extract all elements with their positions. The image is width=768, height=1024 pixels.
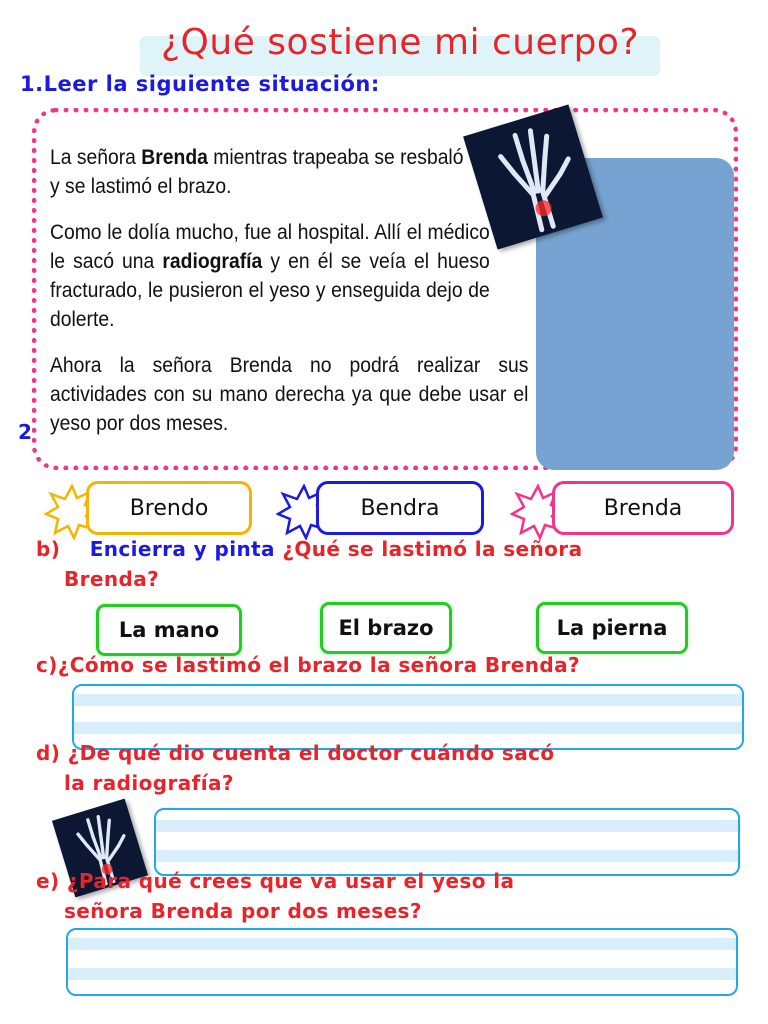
option-brendo[interactable]: Brendo: [86, 481, 252, 535]
step-2-number: 2: [18, 420, 32, 444]
story-paragraph-1: La señora Brenda mientras trapeaba se resbaló y se lastimó el brazo.: [50, 146, 464, 198]
question-b: b) Encierra y pinta ¿Qué se lastimó la señora Brenda?: [36, 537, 583, 591]
option-brenda[interactable]: Brenda: [552, 481, 734, 535]
answer-la-pierna[interactable]: La pierna: [536, 602, 688, 654]
story-paragraph-3: Ahora la señora Brenda no podrá realizar sus actividades con su mano derecha ya que debe usar el yeso por dos meses.: [50, 354, 529, 435]
option-bendra[interactable]: Bendra: [316, 481, 484, 535]
question-d: d) ¿De qué dio cuenta el doctor cuándo sacó la radiografía?: [36, 741, 555, 795]
answer-lines-e[interactable]: [66, 928, 738, 996]
step-1-instruction: 1.Leer la siguiente situación:: [20, 72, 380, 96]
story-text: [50, 143, 529, 455]
story-paragraph-2: Como le dolía mucho, fue al hospital. Allí el médico le sacó una radiografía y en él se veía el hueso fracturado, le pusieron el yeso y enseguida dejo de dolerte.: [50, 221, 490, 331]
answer-el-brazo[interactable]: El brazo: [320, 602, 452, 654]
answer-la-mano[interactable]: La mano: [96, 604, 242, 656]
question-c: c)¿Cómo se lastimó el brazo la señora Brenda?: [36, 653, 581, 677]
page-title: ¿Qué sostiene mi cuerpo?: [160, 22, 640, 63]
question-e: e) ¿Para qué crees que va usar el yeso la señora Brenda por dos meses?: [36, 869, 515, 923]
